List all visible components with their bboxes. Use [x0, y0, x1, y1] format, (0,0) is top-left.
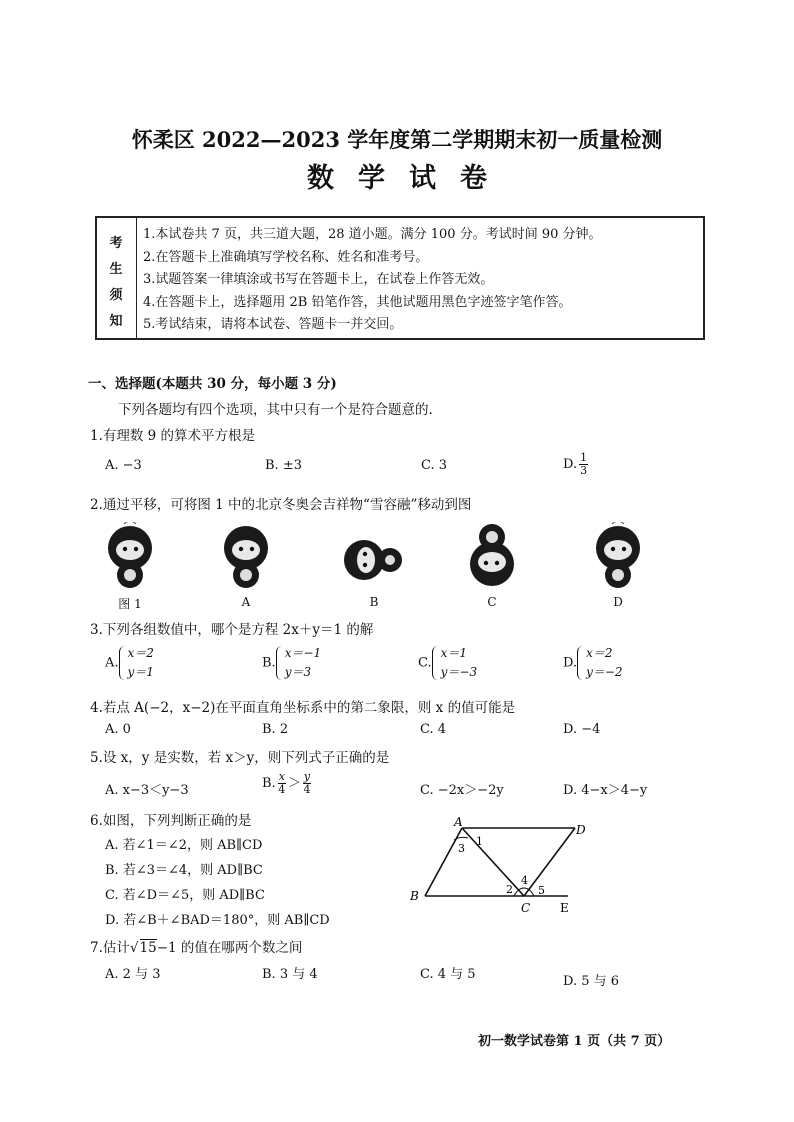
q3-d-eq1: x＝2	[586, 646, 613, 660]
q5-frac-left-den: 4	[278, 783, 286, 796]
q3-c-eq2: y＝−3	[440, 665, 478, 679]
q1-option-d	[563, 452, 590, 477]
q3-b-eq2: y＝3	[284, 665, 312, 679]
q3-d-eq2: y＝−2	[586, 665, 623, 679]
exam-subject-title: 数学试卷	[307, 163, 511, 194]
q5-frac-left-num: x	[278, 770, 285, 783]
q7-stem-suffix: −1 的值在哪两个数之间	[156, 940, 303, 956]
q3-a-eq2: y＝1	[127, 665, 154, 679]
label-angle-5: 5	[538, 884, 545, 897]
q5-option-b-prefix: B.	[262, 776, 276, 791]
mascot-face	[116, 540, 144, 560]
q5-option-a: A. x−3＜y−3	[105, 783, 189, 798]
notice-list	[143, 224, 602, 337]
q3-c-eq1: x＝1	[440, 646, 468, 660]
q1-fraction	[579, 452, 588, 477]
q3-system-a	[119, 644, 154, 682]
q2-caption-a: A	[241, 595, 251, 609]
q7-option-d: D. 5 与 6	[563, 974, 620, 989]
notice-item: 1.本试卷共 7 页，共三道大题，28 道小题。满分 100 分。考试时间 90 分钟。	[143, 227, 602, 242]
mascot-option-c	[470, 524, 514, 586]
q5-option-c: C. −2x＞−2y	[420, 783, 504, 798]
q3-option-a-prefix: A.	[105, 655, 119, 671]
mascot-option-b	[344, 540, 402, 580]
notice-box	[95, 216, 705, 340]
label-angle-3: 3	[458, 842, 465, 855]
notice-item: 4.在答题卡上，选择题用 2B 铅笔作答，其他试题用黑色字迹签字笔作答。	[143, 294, 572, 310]
label-angle-4: 4	[521, 874, 528, 887]
q5-stem: 5.设 x，y 是实数，若 x＞y，则下列式子正确的是	[90, 750, 390, 766]
q7-stem	[90, 936, 302, 956]
q3-option-b-prefix: B.	[262, 655, 276, 671]
q4-option-a: A. 0	[105, 722, 131, 737]
q2-caption-c: C	[487, 595, 497, 609]
q4-stem: 4.若点 A(−2，x−2)在平面直角坐标系中的第二象限，则 x 的值可能是	[90, 700, 516, 716]
notice-label-char: 知	[109, 314, 123, 329]
notice-label-char: 考	[109, 236, 123, 251]
section-instruction: 下列各题均有四个选项，其中只有一个是符合题意的.	[118, 402, 433, 418]
q3-option-a	[105, 644, 154, 682]
label-c: C	[521, 901, 531, 915]
q3-system-c	[432, 644, 477, 682]
q7-option-c: C. 4 与 5	[420, 967, 476, 982]
q1-option-b: B. ±3	[265, 458, 302, 473]
q5-option-d: D. 4−x＞4−y	[563, 783, 648, 798]
section-heading: 一、选择题(本题共 30 分，每小题 3 分)	[88, 376, 337, 392]
q2-stem: 2.通过平移，可将图 1 中的北京冬奥会吉祥物“雪容融”移动到图	[90, 497, 472, 513]
q3-option-d	[563, 644, 623, 682]
segment-dc	[524, 828, 575, 896]
q7-option-b: B. 3 与 4	[262, 967, 318, 982]
label-a: A	[454, 815, 463, 829]
q2-caption-d: D	[613, 595, 623, 609]
q3-b-eq1: x＝−1	[284, 646, 322, 660]
notice-label-char: 须	[109, 288, 123, 303]
q3-option-b	[262, 644, 321, 682]
label-angle-2: 2	[506, 883, 513, 896]
q1-option-d-prefix: D.	[563, 457, 578, 472]
label-b: B	[410, 889, 419, 903]
q6-option-d: D. 若∠B＋∠BAD＝180°，则 AB∥CD	[105, 913, 330, 928]
label-e: E	[560, 901, 569, 915]
q1-fraction-den: 3	[580, 464, 588, 477]
q2-caption-b: B	[369, 595, 379, 609]
q3-a-eq1: x＝2	[127, 646, 154, 660]
q5-option-b	[262, 771, 313, 796]
q5-frac-right	[303, 771, 311, 796]
q7-sqrt-arg: 15	[139, 940, 157, 956]
notice-label	[97, 218, 137, 338]
q3-option-c	[418, 644, 477, 682]
q6-stem: 6.如图，下列判断正确的是	[90, 813, 252, 829]
q3-system-b	[276, 644, 321, 682]
q6-option-a: A. 若∠1＝∠2，则 AB∥CD	[105, 838, 263, 853]
q5-frac-left	[278, 771, 286, 796]
q4-option-c: C. 4	[420, 722, 447, 737]
exam-title: 怀柔区 2022—2023 学年度第二学期期末初一质量检测	[131, 127, 663, 152]
mascot-option-d	[596, 522, 640, 588]
q5-frac-right-den: 4	[303, 783, 311, 796]
q3-option-d-prefix: D.	[563, 655, 578, 671]
label-d: D	[576, 823, 586, 837]
mascot-figure-1	[108, 522, 152, 588]
q2-mascot-row	[100, 522, 660, 594]
q6-option-b: B. 若∠3＝∠4，则 AD∥BC	[105, 863, 263, 878]
label-angle-1: 1	[476, 835, 483, 848]
q5-frac-right-num: y	[303, 770, 311, 783]
q6-geometry-figure	[400, 814, 600, 920]
q4-option-d: D. −4	[563, 722, 601, 737]
q6-option-c: C. 若∠D＝∠5，则 AD∥BC	[105, 888, 265, 903]
q3-stem: 3.下列各组数值中，哪个是方程 2x＋y＝1 的解	[90, 622, 374, 638]
q7-stem-prefix: 7.估计	[90, 940, 130, 956]
q1-option-c: C. 3	[421, 458, 448, 473]
q3-system-d	[577, 644, 622, 682]
notice-item: 2.在答题卡上准确填写学校名称、姓名和准考号。	[143, 249, 429, 265]
notice-item: 3.试题答案一律填涂或书写在答题卡上，在试卷上作答无效。	[143, 272, 494, 287]
q1-fraction-num: 1	[580, 451, 588, 464]
notice-label-char: 生	[109, 262, 123, 277]
notice-item: 5.考试结束，请将本试卷、答题卡一并交回。	[143, 317, 403, 332]
q4-option-b: B. 2	[262, 722, 289, 737]
segment-ac	[462, 828, 524, 896]
q1-stem: 1.有理数 9 的算术平方根是	[90, 428, 256, 444]
sqrt-sign-icon: √	[129, 940, 139, 956]
q3-option-c-prefix: C.	[418, 655, 432, 671]
q1-option-a: A. −3	[105, 458, 142, 473]
mascot-option-a	[224, 526, 268, 588]
q2-caption-fig1: 图 1	[118, 597, 142, 611]
q7-option-a: A. 2 与 3	[105, 967, 161, 982]
q5-option-b-relation: ＞	[287, 776, 301, 791]
page-footer: 初一数学试卷第 1 页（共 7 页）	[478, 1034, 671, 1049]
